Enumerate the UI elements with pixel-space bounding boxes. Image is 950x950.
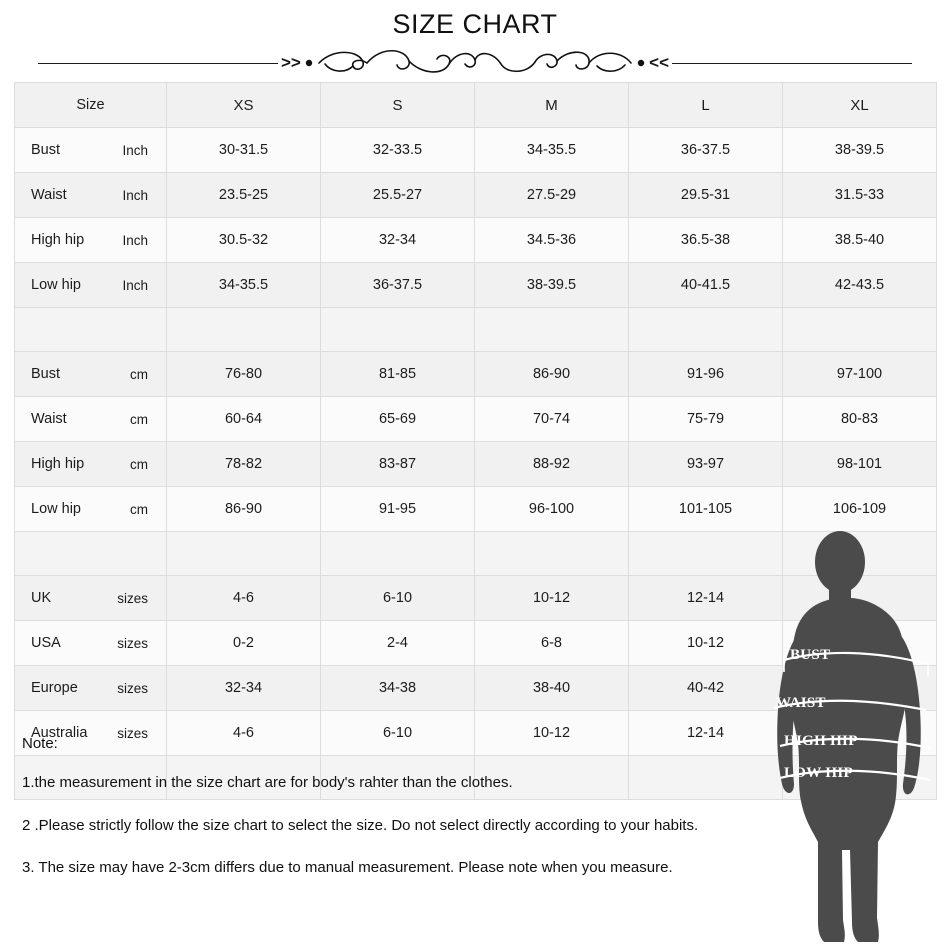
cell: 29.5-31 [629,173,783,218]
row-unit: sizes [117,590,148,606]
cell: 10-12 [475,576,629,621]
row-name: Low hip [31,277,81,293]
header-cell-m: M [475,83,629,128]
cell: 34-35.5 [475,128,629,173]
header-label: Size [76,97,105,113]
cell: 32-33.5 [321,128,475,173]
cell: 36-37.5 [629,128,783,173]
row-unit: Inch [122,187,148,203]
notes-title: Note: [22,735,58,752]
row-unit: sizes [117,680,148,696]
cell: 23.5-25 [167,173,321,218]
table-row [15,263,937,308]
cell: 91-96 [629,352,783,397]
row-unit: cm [130,456,148,472]
row-label-lowhip-inch [15,263,167,308]
cell: 2-4 [321,621,475,666]
row-label-bust-cm [15,352,167,397]
cell: 31.5-33 [783,173,937,218]
cell: 38-39.5 [783,128,937,173]
cell: 40-41.5 [629,263,783,308]
cell: 106-109 [783,487,937,532]
cell: 10-12 [629,621,783,666]
cell: 40-42 [629,666,783,711]
cell: 34.5-36 [475,218,629,263]
cell: 6-10 [321,576,475,621]
flourish-icon [0,44,950,82]
row-label-lowhip-cm [15,487,167,532]
cell: 96-100 [475,487,629,532]
cell: 30-31.5 [167,128,321,173]
cell: 12-14 [629,576,783,621]
row-label-highhip-inch [15,218,167,263]
row-unit: sizes [117,725,148,741]
figure-label-bust: BUST [790,647,831,663]
cell: 38-40 [475,666,629,711]
row-label-waist-inch [15,173,167,218]
divider-right-marker: << [649,53,669,72]
cell: 97-100 [783,352,937,397]
cell: 75-79 [629,397,783,442]
cell: 36-37.5 [321,263,475,308]
row-unit: Inch [122,232,148,248]
row-name: Australia [31,725,88,741]
table-spacer-row [15,308,937,352]
cell: 36.5-38 [629,218,783,263]
cell: 6-8 [475,621,629,666]
row-unit: cm [130,501,148,517]
cell: 4-6 [167,711,321,756]
cell: 12-14 [629,711,783,756]
cell: 4-6 [167,576,321,621]
row-unit: cm [130,411,148,427]
row-name: High hip [31,456,85,472]
cell: 38-39.5 [475,263,629,308]
header-cell-xs: XS [167,83,321,128]
cell: 25.5-27 [321,173,475,218]
cell: 76-80 [167,352,321,397]
cell: 60-64 [167,397,321,442]
cell: 65-69 [321,397,475,442]
cell: 6-10 [321,711,475,756]
note-line-2: 2 .Please strictly follow the size chart to select the size. Do not select directly according to your habits. [22,816,699,834]
row-name: Europe [31,680,78,696]
table-row [15,173,937,218]
row-label-europe [15,666,167,711]
cell: 91-95 [321,487,475,532]
cell: 86-90 [475,352,629,397]
row-name: High hip [31,232,85,248]
cell: 0-2 [167,621,321,666]
note-line-3: 3. The size may have 2-3cm differs due to manual measurement. Please note when you measure. [22,859,673,877]
row-label-bust-inch [15,128,167,173]
cell: 98-101 [783,442,937,487]
cell: 83-87 [321,442,475,487]
cell: 38.5-40 [783,218,937,263]
row-unit: Inch [122,277,148,293]
row-name: Waist [31,187,67,203]
cell: 34-38 [321,666,475,711]
header-cell-l: L [629,83,783,128]
cell: 34-35.5 [167,263,321,308]
table-row [15,128,937,173]
row-name: Waist [31,411,67,427]
cell: 93-97 [629,442,783,487]
row-label-usa [15,621,167,666]
cell: 30.5-32 [167,218,321,263]
cell: 86-90 [167,487,321,532]
table-row [15,352,937,397]
row-unit: sizes [117,635,148,651]
figure-label-waist: WAIST [776,695,826,711]
row-label-waist-cm [15,397,167,442]
table-row [15,487,937,532]
table-row [15,397,937,442]
notes-section [22,735,822,902]
cell: 81-85 [321,352,475,397]
row-name: Low hip [31,501,81,517]
table-row [15,442,937,487]
cell: 78-82 [167,442,321,487]
row-name: UK [31,590,52,606]
cell: 27.5-29 [475,173,629,218]
cell: 80-83 [783,397,937,442]
page-title: SIZE CHART [392,9,558,39]
header-cell-size [15,83,167,128]
cell: 101-105 [629,487,783,532]
cell: 32-34 [167,666,321,711]
row-name: USA [31,635,61,651]
table-header-row [15,83,937,128]
figure-label-high-hip: HIGH HIP [784,733,858,749]
divider-left-marker: >> [281,53,301,72]
ornamental-divider [0,44,950,82]
cell: 42-43.5 [783,263,937,308]
body-silhouette-figure [762,530,942,950]
cell: 10-12 [475,711,629,756]
header-cell-xl: XL [783,83,937,128]
figure-label-low-hip: LOW HIP [784,765,853,781]
note-line-1: 1.the measurement in the size chart are for body's rahter than the clothes. [22,773,513,791]
table-row [15,218,937,263]
row-unit: cm [130,366,148,382]
cell: 70-74 [475,397,629,442]
row-name: Bust [31,142,61,158]
row-label-uk [15,576,167,621]
cell: 88-92 [475,442,629,487]
row-label-highhip-cm [15,442,167,487]
row-unit: Inch [122,142,148,158]
cell: 32-34 [321,218,475,263]
header-cell-s: S [321,83,475,128]
row-name: Bust [31,366,61,382]
